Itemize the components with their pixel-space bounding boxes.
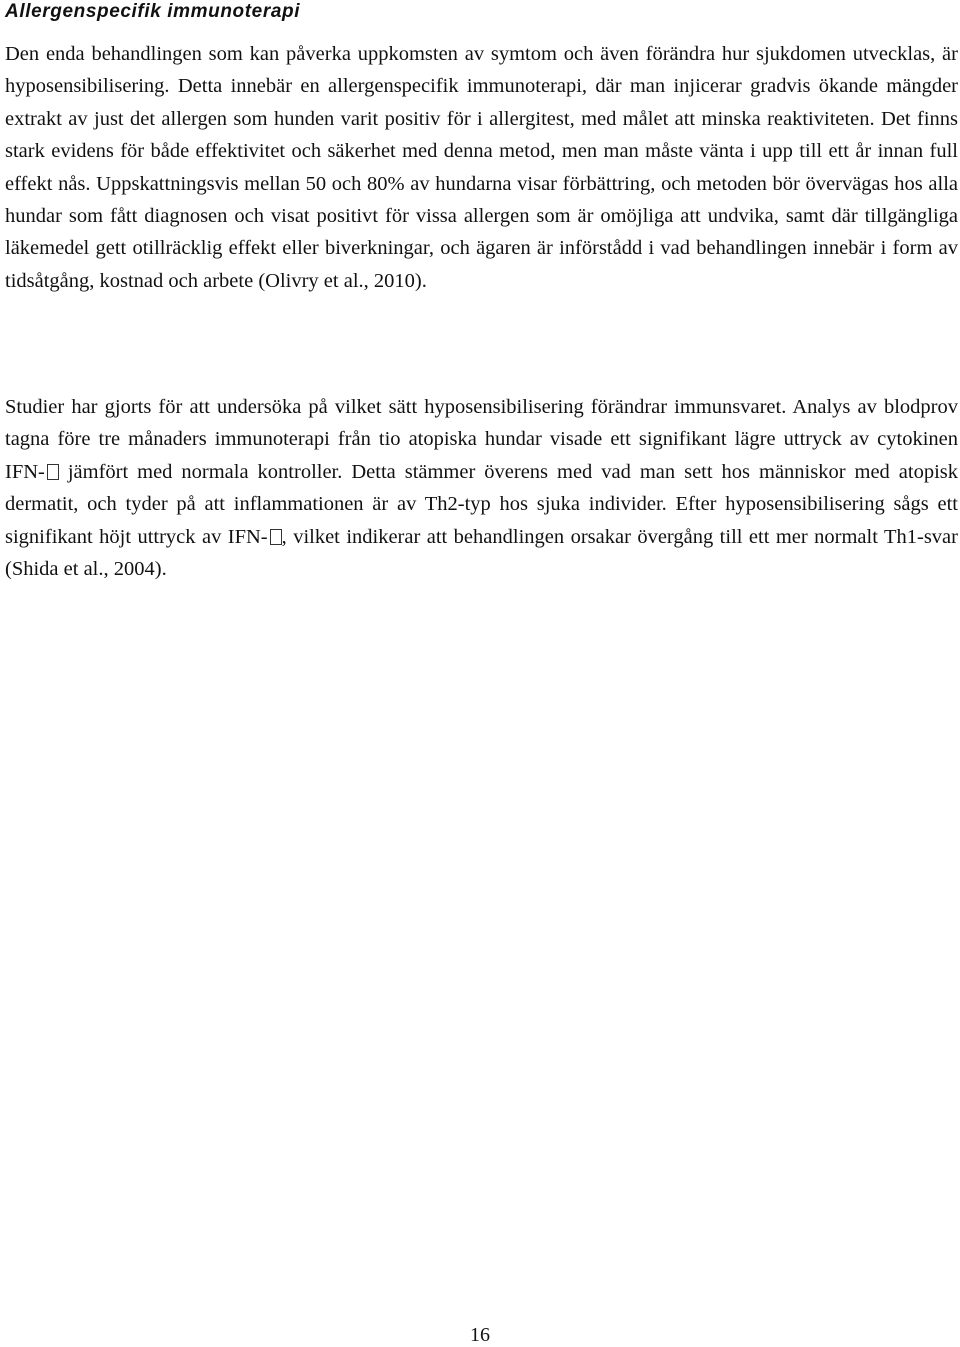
section-heading: Allergenspecifik immunoterapi [5,1,301,22]
paragraph-hyposensitization-intro: Den enda behandlingen som kan påverka uppkomsten av symtom och även förändra hur sjukdomen utvecklas, är hyposensibilisering. Detta innebär en allergenspecifik immunoterapi, där man injicerar gradvis ökande mängder extrakt av just det allergen som hunden varit positiv för i allergitest, med målet att minska reaktiviteten. Det finns stark evidens för både effektivitet och säkerhet med denna metod, men man måste vänta i upp till ett år innan full effekt nås. Uppskattningsvis mellan 50 och 80% av hundarna visar förbättring, och metoden bör övervägas hos alla hundar som fått diagnosen och visat positivt för vissa allergen som är omöjliga att undvika, samt där tillgängliga läkemedel gett otillräcklig effekt eller biverkningar, och ägaren är införstådd i vad behandlingen innebär i form av tidsåtgång, kostnad och arbete (Olivry et al., 2010). [5,43,958,292]
missing-glyph-icon [270,529,282,545]
paragraph-text-part1: Studier har gjorts för att undersöka på vilket sätt hyposensibilisering förändrar immunsvaret. Analys av blodprov tagna före tre månaders immunoterapi från tio atopiska hundar visade ett signifikant lägre uttryck av cytokinen IFN- [5,396,958,483]
page-number: 16 [470,1324,490,1346]
paragraph-immune-response-studies [5,391,958,585]
missing-glyph-icon [47,464,59,480]
paragraph-text-part2: jämfört med normala kontroller. Detta stämmer överens med vad man sett hos människor med atopisk dermatit, och tyder på att inflammationen är av Th2-typ hos sjuka individer. Efter hyposensibilisering sågs ett signifikant höjt uttryck av IFN- [5,460,958,548]
paragraph-text-part3: , vilket indikerar att behandlingen orsakar övergång till ett mer normalt Th1-svar (Shida et al., 2004). [5,525,958,581]
